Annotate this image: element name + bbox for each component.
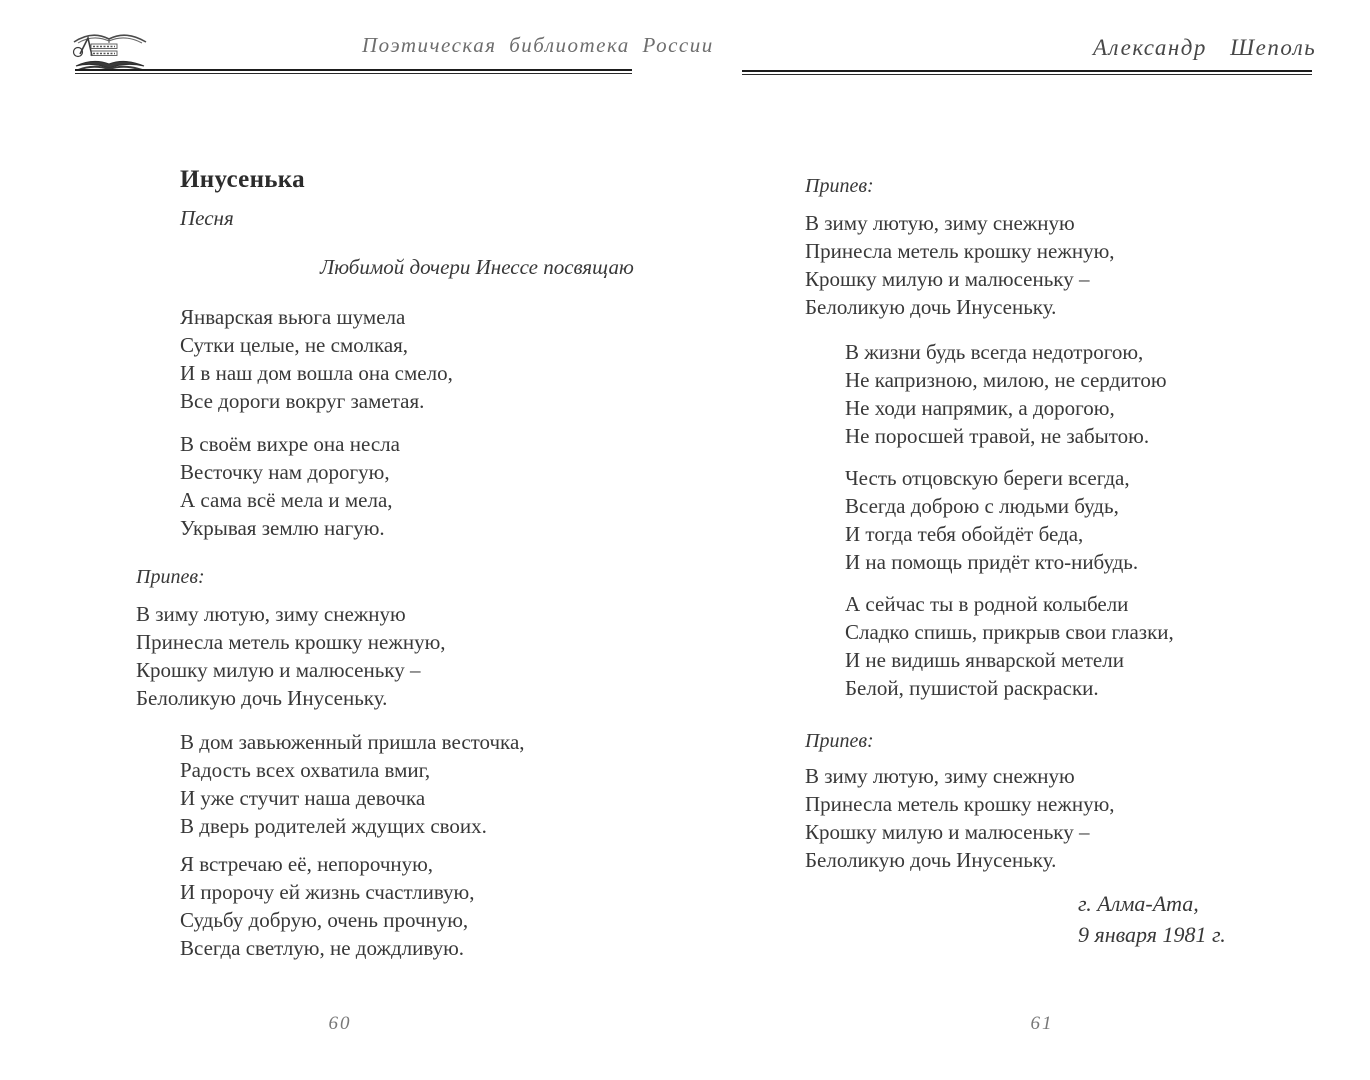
stanza [180,850,474,962]
stanza [845,338,1167,450]
poem-line: 9 января 1981 г. [1078,922,1226,947]
chorus [805,762,1115,874]
poem-line: А сама всё мела и мела, [180,488,393,512]
poem-line: В зиму лютую, зиму снежную [805,764,1075,788]
poem-line: Не поросшей травой, не забытою. [845,424,1150,448]
poem-line: Все дороги вокруг заметая. [180,389,425,413]
poem-line: В своём вихре она несла [180,432,400,456]
poem-line: Принесла метель крошку нежную, [805,239,1115,263]
publisher-open-book-emblem-icon [68,26,152,74]
poem-line: Я встречаю её, непорочную, [180,852,434,876]
running-head-series-title: Поэтическая библиотека России [362,33,714,57]
stanza [180,728,525,840]
poem-line: В зиму лютую, зиму снежную [136,602,406,626]
poem-line: Всегда светлую, не дождливую. [180,936,465,960]
poem-line: Судьбу добрую, очень прочную, [180,908,469,932]
chorus-label: Припев: [136,566,205,588]
poem-line: В зиму лютую, зиму снежную [805,211,1075,235]
poem-line: Белой, пушистой раскраски. [845,676,1099,700]
poem-line: И пророчу ей жизнь счастливую, [180,880,475,904]
poem-line: Сладко спишь, прикрыв свои глазки, [845,620,1174,644]
poem-title: Инусенька [180,166,305,193]
chorus [805,209,1115,321]
poem-dedication: Любимой дочери Инессе посвящаю [320,255,634,279]
chorus-label: Припев: [805,730,874,752]
poem-line: Честь отцовскую береги всегда, [845,466,1130,490]
poem-line: Радость всех охватила вмиг, [180,758,431,782]
poem-subtitle: Песня [180,206,234,230]
poem-line: Крошку милую и малюсеньку – [136,658,421,682]
poem-line: г. Алма-Ата, [1078,891,1199,916]
poem-line: Весточку нам дорогую, [180,460,390,484]
poem-line: И не видишь январской метели [845,648,1124,672]
poem-line: Сутки целые, не смолкая, [180,333,409,357]
poem-line: Крошку милую и малюсеньку – [805,267,1090,291]
poem-line: В дом завьюженный пришла весточка, [180,730,525,754]
left-page-head-rule [75,69,632,74]
poem-line: Белоликую дочь Инусеньку. [136,686,388,710]
stanza [180,430,400,542]
stanza [180,303,453,415]
poem-line: А сейчас ты в родной колыбели [845,592,1129,616]
chorus [136,600,446,712]
stanza [845,464,1138,576]
page-number-left: 60 [328,1013,352,1034]
poem-line: Январская вьюга шумела [180,305,406,329]
poem-line: Принесла метель крошку нежную, [136,630,446,654]
poem-line: И тогда тебя обойдёт беда, [845,522,1084,546]
chorus-label: Припев: [805,175,874,197]
poem-line: И на помощь придёт кто-нибудь. [845,550,1139,574]
poem-line: Крошку милую и малюсеньку – [805,820,1090,844]
page-number-right: 61 [1030,1013,1054,1034]
poem-line: В жизни будь всегда недотрогою, [845,340,1144,364]
poem-line: Принесла метель крошку нежную, [805,792,1115,816]
poem-line: В дверь родителей ждущих своих. [180,814,487,838]
running-head-author-name: Александр Шеполь [1093,35,1317,60]
poem-line: Укрывая землю нагую. [180,516,385,540]
place-date-signature [1078,888,1226,950]
right-page-head-rule [742,70,1312,75]
poem-line: Белоликую дочь Инусеньку. [805,295,1057,319]
poem-line: Всегда доброю с людьми будь, [845,494,1119,518]
poem-line: И в наш дом вошла она смело, [180,361,453,385]
poem-line: Не капризною, милою, не сердитою [845,368,1167,392]
stanza [845,590,1174,702]
poem-line: Белоликую дочь Инусеньку. [805,848,1057,872]
poem-line: И уже стучит наша девочка [180,786,426,810]
poem-line: Не ходи напрямик, а дорогою, [845,396,1115,420]
